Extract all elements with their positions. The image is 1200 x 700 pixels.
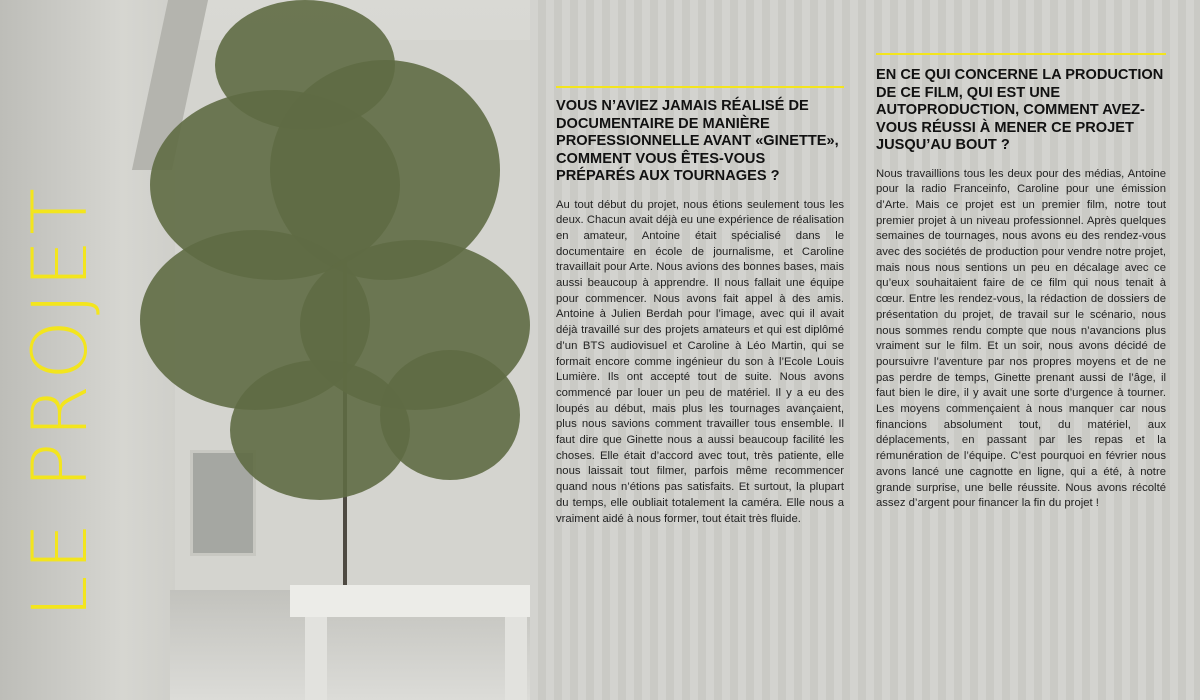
- courtyard-tree-photo: [0, 0, 530, 700]
- question-heading: EN CE QUI CONCERNE LA PRODUCTION DE CE FILM, QUI EST UNE AUTOPRODUCTION, COMMENT AVEZ-VOUS RÉUSSI À MENER CE PROJET JUSQU’AU BOUT ?: [876, 67, 1164, 153]
- bench-leg: [505, 617, 527, 700]
- interview-column-1: [556, 86, 844, 527]
- tree-foliage: [380, 350, 520, 480]
- interview-column-2: [876, 53, 1166, 512]
- yellow-rule: [556, 86, 844, 88]
- page-title: LE PROJET: [15, 183, 104, 618]
- bench: [290, 585, 530, 620]
- question-heading: VOUS N’AVIEZ JAMAIS RÉALISÉ DE DOCUMENTAIRE DE MANIÈRE PROFESSIONNELLE AVANT «GINETTE», COMMENT VOUS ÊTES-VOUS PRÉPARÉS AUX TOURNAGES ?: [556, 98, 839, 184]
- yellow-rule: [876, 53, 1166, 55]
- bench-leg: [305, 617, 327, 700]
- answer-paragraph: Au tout début du projet, nous étions seulement tous les deux. Chacun avait déjà eu une expérience de réalisation en amateur, Antoine était spécialisé dans le documentaire en école de journalisme, et Caroline travaillait pour Arte. Nous avions des bonnes bases, mais aussi beaucoup à apprendre. Il nous fallait une équipe pour commencer. Nous avons fait appel à des amis. Antoine à Julien Berdah pour l’image, avec qui il avait déjà travaillé sur des projets amateurs et qui est diplômé d’un BTS audiovisuel et Caroline à Léo Martin, qui se formait encore comme ingénieur du son à l’Ecole Louis Lumière. Ils ont accepté tout de suite. Nous avons commencé par louer un peu de matériel. Il y a eu des loupés au début, mais plus les tournages avançaient, plus nous savions comment travailler tous ensemble. Il faut dire que Ginette nous a aussi beaucoup facilité les choses. Elle était d’accord avec tout, très patiente, elle nous laissait tout filmer, parfois même recommencer quand nous n’étions pas satisfaits. Et surtout, la plupart du temps, elle oubliait totalement la caméra. Elle nous a vraiment aidé à nous former, tout était très fluide.: [556, 198, 844, 525]
- answer-paragraph: Nous travaillions tous les deux pour des médias, Antoine pour la radio Franceinfo, Caroline pour une émission d’Arte. Mais ce projet est un premier film, notre tout premier projet à un niveau professionnel. Après quelques semaines de tournages, nous avons eu des rendez-vous avec des sociétés de production pour vendre notre projet, mais nous nous sentions un peu en décalage avec ce qu’eux souhaitaient faire de ce film qui nous tenait à cœur. Entre les rendez-vous, la rédaction de dossiers de présentation du projet, de travail sur le scénario, nous nous sommes rendu compte que nous n’avancions plus vraiment sur le film. Et un soir, nous avons décidé de poursuivre l’aventure par nos propres moyens et de ne pas perdre de temps, Ginette prenant aussi de l’âge, il faut bien le dire, il y avait une sorte d’urgence à tourner. Les moyens commençaient à nous manquer car nous financions absolument tout, du matériel, aux déplacements, en passant par les repas et la rémunération de l’équipe. C’est pourquoi en février nous avons lancé une cagnotte en ligne, qui a été, à notre grande surprise, une belle réussite. Nous avons récolté assez d’argent pour financer la fin du projet !: [876, 167, 1166, 510]
